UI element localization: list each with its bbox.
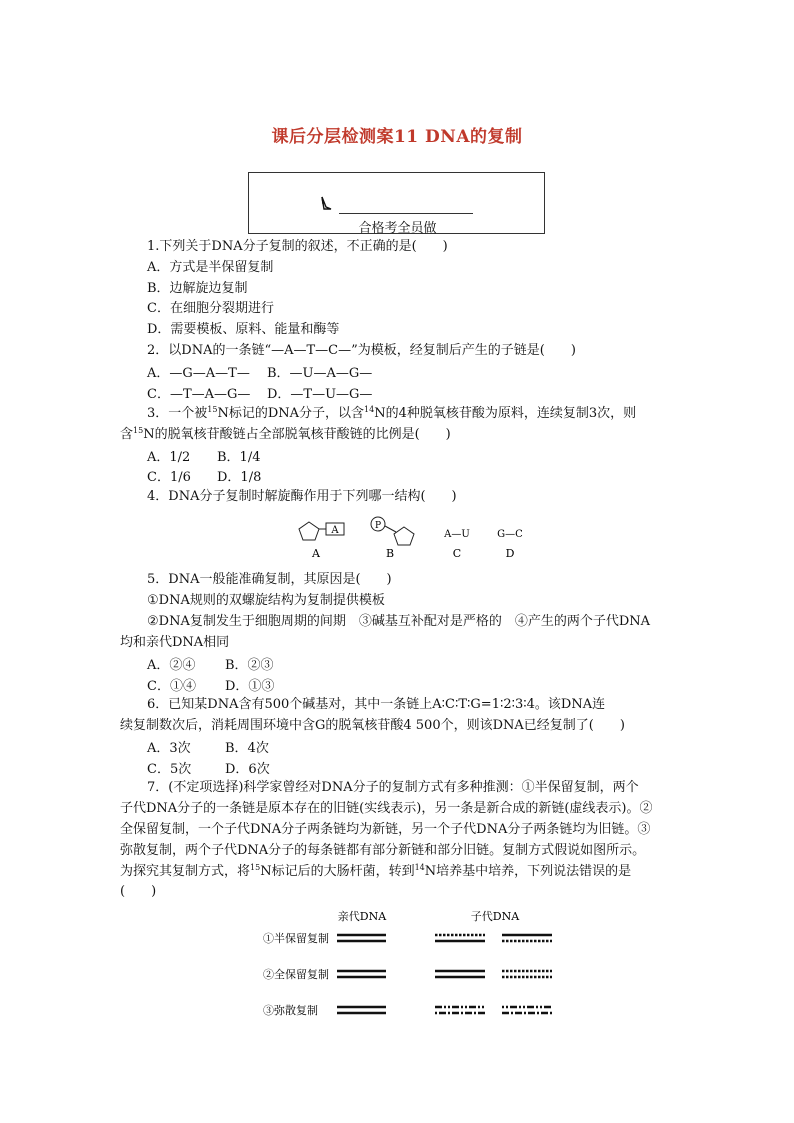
q4-figure-label-a: A — [312, 547, 320, 560]
q5-options-row2 — [147, 675, 274, 694]
q7-row3-child2-strands — [502, 1007, 552, 1013]
q4-figure-label-d: D — [505, 547, 515, 560]
q4-figure-d-pair: G—C — [497, 529, 523, 540]
q2-options-row1 — [147, 362, 372, 381]
q1-option-b: B．边解旋边复制 — [147, 281, 248, 296]
q7-row1-child2-strands — [502, 935, 552, 941]
q4-figure-b-phosphate: P — [374, 521, 382, 531]
q6-stem-line2: 续复制数次后，消耗周围环境中含G的脱氧核苷酸4 500个，则该DNA已经复制了( ) — [120, 718, 625, 733]
q7-row3-parent-strands — [337, 1007, 386, 1013]
q6-stem-line1: 6．已知某DNA含有500个碱基对，其中一条链上A∶C∶T∶G=1∶2∶3∶4。该DNA连 — [147, 697, 606, 712]
q5-stem: 5．DNA一般能准确复制，其原因是( ) — [147, 572, 392, 587]
pencil-icon — [319, 195, 335, 213]
q5-option-a: A．②④ — [147, 658, 196, 673]
q7-row-label-semi: ①半保留复制 — [263, 932, 329, 945]
q6-option-a: A．3次 — [147, 741, 191, 756]
q1-option-a: A．方式是半保留复制 — [147, 260, 274, 275]
q3-stem-line2: 含$^{15}$N的脱氧核苷酸链占全部脱氧核苷酸链的比例是( ) — [120, 426, 451, 442]
badge-label: 合格考全员做 — [358, 221, 437, 236]
q7-row2-parent-strands — [337, 971, 386, 977]
q4-figure-a — [299, 522, 344, 540]
q7-stem-line6: ( ) — [120, 884, 157, 899]
q3-option-a: A．1/2 — [147, 450, 191, 465]
q3-options-row1 — [147, 446, 260, 465]
q2-options-row2 — [147, 383, 372, 402]
q5-option-b: B．②③ — [225, 658, 274, 673]
q5-statement-3: 均和亲代DNA相同 — [120, 635, 230, 650]
q5-options-row1 — [147, 654, 274, 673]
q7-row-label-conservative: ②全保留复制 — [263, 968, 329, 981]
q7-header-parent: 亲代DNA — [337, 910, 387, 923]
q5-statement-1: ①DNA规则的双螺旋结构为复制提供模板 — [147, 593, 385, 608]
q3-option-d: D．1/8 — [217, 470, 262, 485]
q3-options-row2 — [147, 466, 261, 485]
q6-option-b: B．4次 — [225, 741, 269, 756]
q3-stem-line1: 3．一个被$^{15}$N标记的DNA分子，以含$^{14}$N的4种脱氧核苷酸为原料，连续复制3次，则 — [147, 405, 637, 421]
q4-figure-b — [371, 517, 414, 545]
q6-option-d: D．6次 — [225, 762, 270, 777]
q4-figure-label-b: B — [385, 547, 395, 560]
q6-options-row1 — [147, 737, 269, 756]
q7-stem-line3: 全保留复制，一个子代DNA分子两条链均为新链，另一个子代DNA分子两条链均为旧链。③ — [120, 822, 651, 837]
q7-stem-line2: 子代DNA分子的一条链是原本存在的旧链(实线表示)，另一条是新合成的新链(虚线表示)。② — [120, 801, 653, 816]
q1-stem: 1.下列关于DNA分子复制的叙述，不正确的是( ) — [147, 239, 448, 254]
q3-option-b: B．1/4 — [217, 450, 261, 465]
q5-statement-2: ②DNA复制发生于细胞周期的间期 ③碱基互补配对是严格的 ④产生的两个子代DNA — [147, 614, 651, 629]
q2-stem: 2．以DNA的一条链“—A—T—C—”为模板，经复制后产生的子链是( ) — [147, 343, 576, 358]
q2-option-c: C．—T—A—G— — [147, 387, 251, 402]
section-badge — [248, 172, 545, 234]
q7-row3-child1-strands — [435, 1007, 485, 1013]
q7-row2-child2-strands — [502, 971, 552, 977]
q1-option-c: C．在细胞分裂期进行 — [147, 301, 274, 316]
q2-option-d: D．—T—U—G— — [267, 387, 373, 402]
q6-options-row2 — [147, 758, 270, 777]
q7-stem-line5: 为探究其复制方式，将$^{15}$N标记后的大肠杆菌，转到$^{14}$N培养基中培养，下列说法错误的是 — [120, 863, 632, 879]
q1-option-d: D．需要模板、原料、能量和酶等 — [147, 322, 340, 337]
q4-structure-figure — [290, 512, 530, 562]
q7-header-child: 子代DNA — [470, 910, 520, 923]
q7-row-label-dispersive: ③弥散复制 — [263, 1004, 318, 1017]
q2-option-a: A．—G—A—T— — [147, 366, 250, 381]
q7-row1-child1-strands — [435, 935, 485, 941]
page-title: 课后分层检测案11 DNA的复制 — [271, 127, 523, 147]
q7-row1-parent-strands — [337, 935, 386, 941]
q4-figure-c-pair: A—U — [444, 529, 470, 540]
badge-underline — [339, 213, 473, 214]
q4-stem: 4．DNA分子复制时解旋酶作用于下列哪一结构( ) — [147, 489, 457, 504]
q4-figure-label-c: C — [452, 547, 462, 560]
q7-stem-line1: 7．(不定项选择)科学家曾经对DNA分子的复制方式有多种推测：①半保留复制，两个 — [147, 780, 639, 795]
q5-option-c: C．①④ — [147, 679, 196, 694]
q7-replication-figure — [255, 905, 565, 1025]
q2-option-b: B．—U—A—G— — [267, 366, 373, 381]
q6-option-c: C．5次 — [147, 762, 192, 777]
q3-option-c: C．1/6 — [147, 470, 191, 485]
q5-option-d: D．①③ — [225, 679, 275, 694]
q4-figure-a-box: A — [331, 525, 339, 536]
q7-row2-child1-strands — [435, 971, 485, 977]
q7-stem-line4: 弥散复制，两个子代DNA分子的每条链都有部分新链和部分旧链。复制方式假说如图所示。 — [120, 843, 646, 858]
